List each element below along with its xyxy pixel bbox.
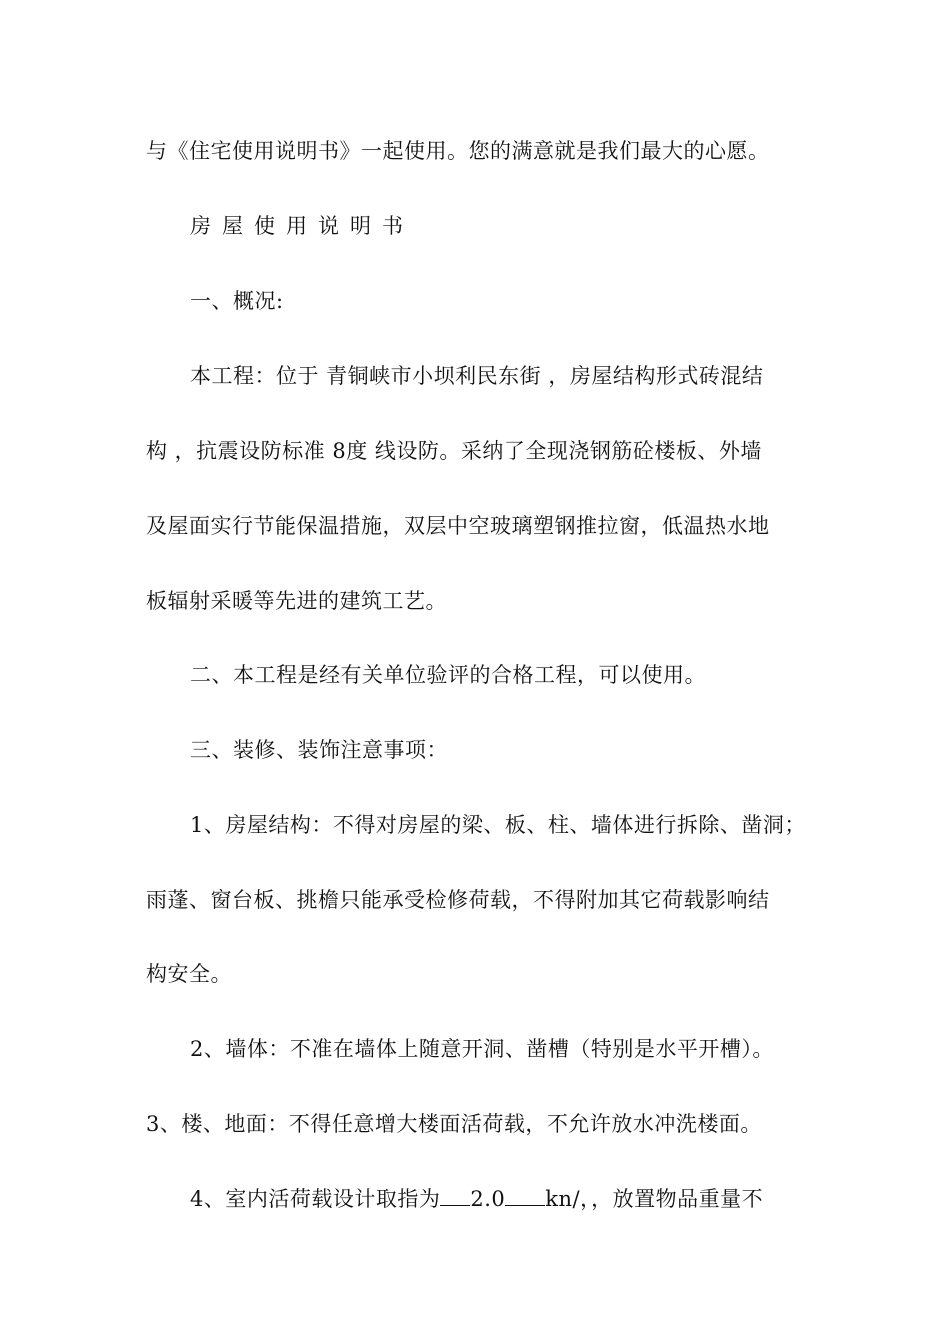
paragraph-line-project-4: 板辐射采暖等先进的建筑工艺。 <box>146 589 447 613</box>
paragraph-line-intro-end: 与《住宅使用说明书》一起使用。您的满意就是我们最大的心愿。 <box>146 139 770 163</box>
live-load-suffix: ，，放置物品重量不 <box>580 1187 764 1211</box>
paragraph-line-structure-3: 构安全。 <box>146 962 232 986</box>
live-load-prefix: 4、室内活荷载设计取指为 <box>190 1187 441 1211</box>
section-heading-qualified: 二、本工程是经有关单位验评的合格工程，可以使用。 <box>190 663 706 687</box>
section-heading-decoration: 三、装修、装饰注意事项： <box>190 738 448 762</box>
paragraph-line-walls: 2、墙体：不准在墙体上随意开洞、凿槽（特别是水平开槽）。 <box>190 1037 774 1061</box>
document-title: 房屋使用说明书 <box>190 214 414 238</box>
paragraph-line-project-3: 及屋面实行节能保温措施，双层中空玻璃塑钢推拉窗，低温热水地 <box>146 514 770 538</box>
live-load-value: 2.0 <box>470 1187 506 1211</box>
paragraph-line-project-2: 构 ，抗震设防标准 8度 线设防。采纳了全现浇钢筋砼楼板、外墙 <box>146 439 762 463</box>
blank-underline <box>440 1179 470 1206</box>
paragraph-line-structure-1: 1、房屋结构：不得对房屋的梁、板、柱、墙体进行拆除、凿洞； <box>190 813 806 837</box>
paragraph-line-structure-2: 雨蓬、窗台板、挑檐只能承受检修荷载，不得附加其它荷载影响结 <box>146 888 770 912</box>
live-load-unit: kn/ <box>545 1187 581 1211</box>
paragraph-line-floors: 3、楼、地面：不得任意增大楼面活荷载，不允许放水冲洗楼面。 <box>146 1112 762 1136</box>
section-heading-overview: 一、概况: <box>190 289 284 313</box>
paragraph-line-live-load <box>0 1179 950 1219</box>
paragraph-line-project-1: 本工程：位于 青铜峡市小坝利民东街 ，房屋结构形式砖混结 <box>190 364 764 388</box>
blank-underline <box>505 1179 545 1206</box>
